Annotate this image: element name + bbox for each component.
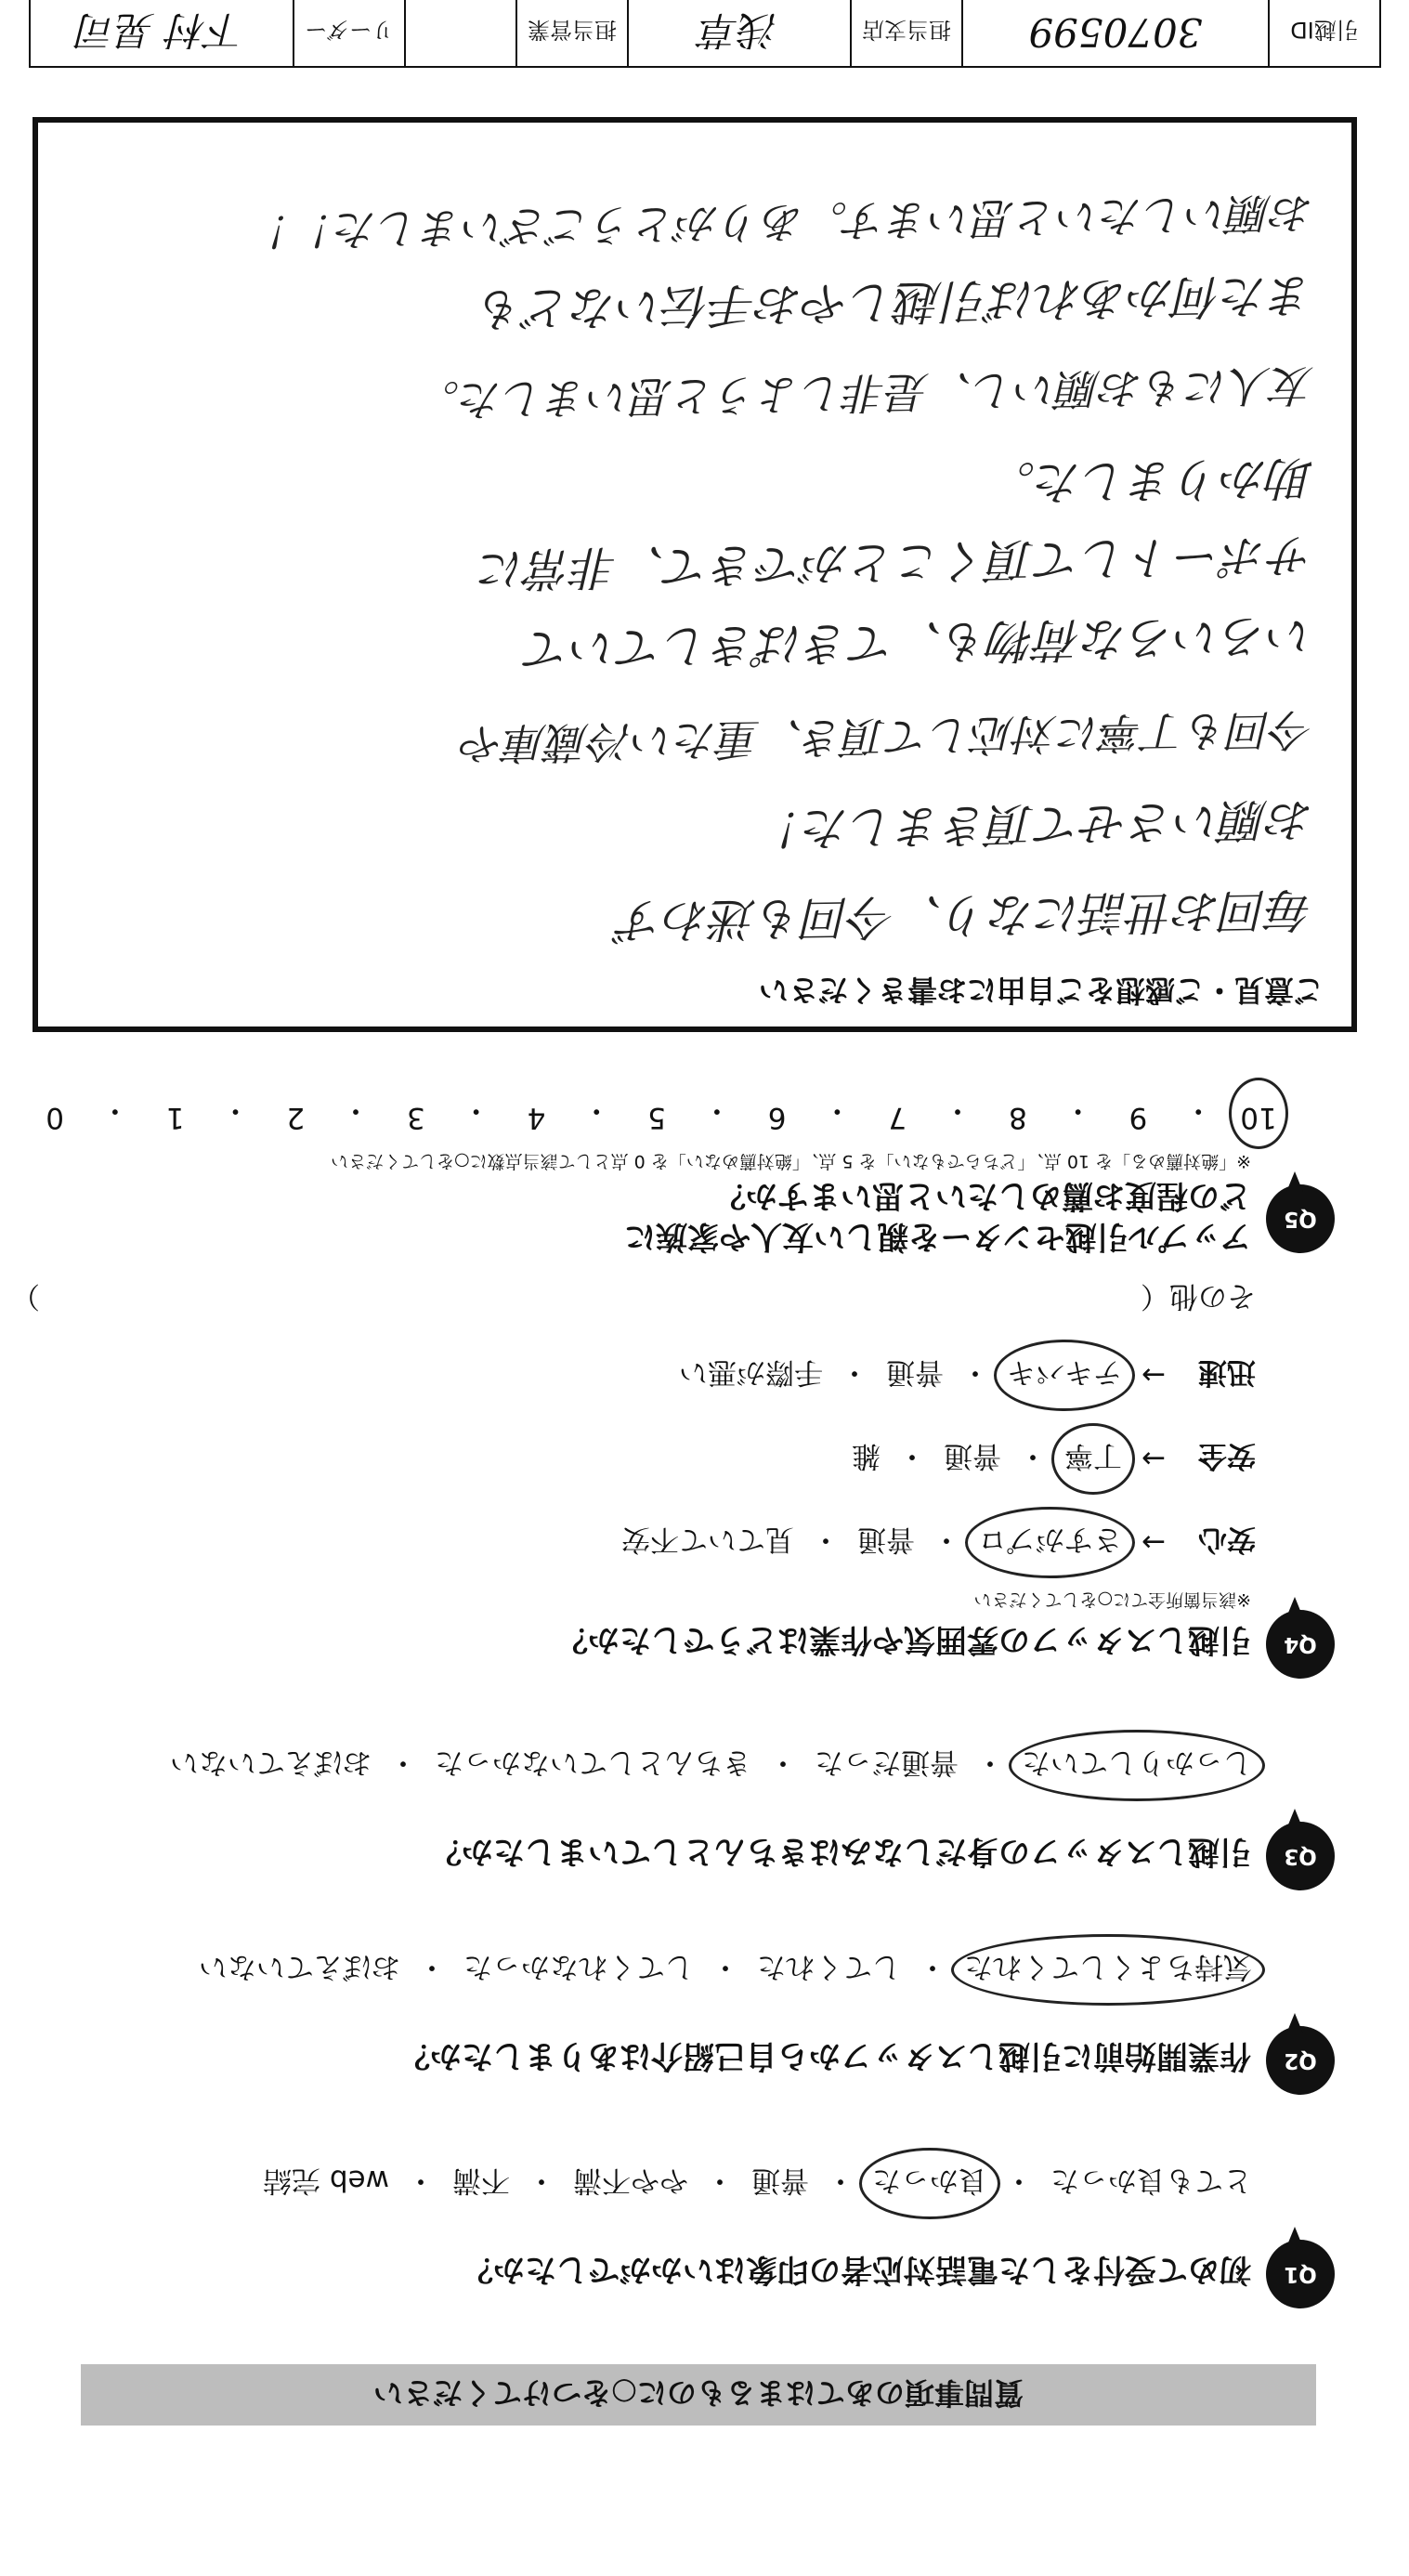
q4-row-label: 安全 xyxy=(1198,1439,1256,1472)
arrow-icon: → xyxy=(1142,1442,1166,1476)
q5-score: 8 xyxy=(1008,1101,1027,1134)
q3-option-normal: 普通だった xyxy=(815,1746,959,1779)
scale-separator: ・ xyxy=(702,1093,732,1127)
q4-row-safety: 安全 → 丁寧 ・ 普通 ・ 雑 xyxy=(848,1438,1256,1480)
q4-option-normal: 普通 xyxy=(886,1355,944,1389)
q4-option-clumsy: 手際が悪い xyxy=(679,1355,823,1389)
q5-note: ※「絶対薦める」を 10 点、「どちらでもない」を 5 点、「絶対薦めない」を 0 点として該当点数に○をしてください xyxy=(331,1151,1251,1171)
q5-score: 9 xyxy=(1129,1101,1148,1134)
q3-option-not-neat: きちんとしていなかった xyxy=(435,1746,751,1779)
q1-badge-tail xyxy=(1286,2227,1303,2247)
scale-separator: ・ xyxy=(1063,1093,1093,1127)
q2-options: 気持ちよくしてくれた ・ してくれた ・ してくれなかった ・ おぼえていない xyxy=(11,1949,1256,1991)
q4-question: 引越しスタッフの雰囲気や作業はどうでしたか？ xyxy=(556,1621,1251,1658)
comment-line: また何かあれば引越しやお手伝いなども xyxy=(477,268,1315,336)
q1-question: 初めて受付をした電話対応者の印象はいかがでしたか？ xyxy=(462,2251,1251,2288)
q3-option-neat-circled: しっかりしていた xyxy=(1018,1745,1256,1786)
q2-option-gladly-circled: 気持ちよくしてくれた xyxy=(960,1949,1256,1991)
comment-line: 助かりました。 xyxy=(988,450,1315,511)
q1-option-normal: 普通 xyxy=(751,2164,809,2197)
q4-option-rough: 雑 xyxy=(852,1439,881,1472)
q3-badge-tail xyxy=(1286,1809,1303,1829)
q3-options: しっかりしていた ・ 普通だった ・ きちんとしていなかった ・ おぼえていない xyxy=(11,1745,1256,1786)
comment-line: 今回も丁寧に対応して頂き、重たい冷蔵庫や xyxy=(461,703,1315,770)
q4-badge-tail xyxy=(1286,1597,1303,1617)
q5-question-line2: どの程度お薦めしたいと思いますか？ xyxy=(714,1177,1251,1214)
q1-badge-label: Q1 xyxy=(1266,2240,1335,2308)
q2-option-dont-remember: おぼえていない xyxy=(199,1950,400,1983)
id-value-cell: 3070599 xyxy=(961,0,1268,66)
q4-row-label: 迅速 xyxy=(1198,1355,1256,1389)
id-label-cell: 引越ID xyxy=(1268,0,1379,66)
q1-badge xyxy=(1266,2240,1335,2308)
q4-option-pro-circled: さすがプロ xyxy=(974,1522,1126,1563)
q2-badge-label: Q2 xyxy=(1266,2026,1335,2095)
q4-other-label: その他（ xyxy=(1141,1279,1256,1313)
q1-option-good-circled: 良かった xyxy=(868,2163,991,2204)
q5-score-10-circled: 10 xyxy=(1238,1092,1279,1134)
comment-line: サポートして頂くことができて、非常に xyxy=(478,528,1315,596)
q3-badge xyxy=(1266,1822,1335,1890)
q5-score: 2 xyxy=(286,1101,306,1134)
arrow-icon: → xyxy=(1142,1525,1166,1560)
q4-option-anxious: 見ていて不安 xyxy=(621,1523,794,1556)
q5-score: 0 xyxy=(46,1101,64,1134)
q5-score: 1 xyxy=(165,1101,185,1134)
q5-badge-label: Q5 xyxy=(1266,1184,1335,1253)
arrow-icon: → xyxy=(1142,1358,1166,1393)
comment-line: 友人にもお願いし、是非しようと思いました。 xyxy=(416,360,1315,426)
q1-option-slightly-dissatisfied: やや不満 xyxy=(573,2164,688,2197)
comment-line: いろいろな荷物も、てきぱきしていて xyxy=(524,608,1315,676)
q5-score-scale xyxy=(34,1092,1279,1134)
q4-row-speed: 迅速 → テキパキ ・ 普通 ・ 手際が悪い xyxy=(675,1354,1256,1396)
q1-option-dissatisfied: 不満 xyxy=(452,2164,510,2197)
q3-question: 引越しスタッフの身だしなみはきちんとしていましたか？ xyxy=(430,1833,1251,1870)
q1-option-web: web 完結 xyxy=(263,2164,389,2197)
q2-question: 作業開始前に引越しスタッフから自己紹介はありましたか？ xyxy=(398,2037,1251,2074)
q4-option-brisk-circled: テキパキ xyxy=(1003,1354,1126,1396)
q2-option-no: してくれなかった xyxy=(463,1950,694,1983)
q3-badge-label: Q3 xyxy=(1266,1822,1335,1890)
instructions-header: 質問事項のあてはまるものに○をつけてください xyxy=(81,2364,1316,2426)
leader-value-cell: 下村 晃司 xyxy=(77,7,246,53)
q5-badge xyxy=(1266,1184,1335,1253)
staff-value-cell: 浅草 xyxy=(627,0,850,66)
comment-line: お願いさせて頂きました！ xyxy=(756,791,1315,856)
staff-label-cell: 担当支店 xyxy=(850,0,961,66)
q5-badge-tail xyxy=(1286,1171,1303,1192)
q4-other-close: ） xyxy=(11,1279,40,1313)
q4-row-reassurance: 安心 → さすがプロ ・ 普通 ・ 見ていて不安 xyxy=(618,1522,1256,1563)
sales-value-cell xyxy=(404,0,515,66)
q5-score: 4 xyxy=(527,1101,546,1134)
staff-info-table xyxy=(29,0,1381,68)
comment-line: お願いしたいと思います。ありがとうございました！！ xyxy=(249,188,1315,256)
q4-note: ※該当箇所全てに○をしてください xyxy=(973,1589,1251,1610)
q2-option-yes: してくれた xyxy=(757,1950,901,1983)
q5-score: 3 xyxy=(406,1101,425,1134)
q4-option-careful-circled: 丁寧 xyxy=(1061,1438,1126,1480)
comment-line: 毎回お世話になり、今回も迷わず xyxy=(617,882,1315,948)
q2-badge-tail xyxy=(1286,2013,1303,2033)
q4-badge-label: Q4 xyxy=(1266,1610,1335,1679)
q4-row-label: 安心 xyxy=(1198,1523,1256,1556)
scale-separator: ・ xyxy=(943,1093,972,1127)
q5-question xyxy=(624,1175,1251,1257)
q5-question-line1: アップル引越センターを親しい友人や家族に xyxy=(624,1218,1251,1255)
sales-label-cell: 担当営業 xyxy=(515,0,627,66)
comment-box xyxy=(33,117,1357,1032)
scale-separator: ・ xyxy=(1183,1093,1213,1127)
leader-label-cell: リーダー xyxy=(293,0,404,66)
q1-options: とても良かった ・ 良かった ・ 普通 ・ やや不満 ・ 不満 ・ web 完結 xyxy=(11,2163,1256,2204)
q4-badge xyxy=(1266,1610,1335,1679)
scale-separator: ・ xyxy=(581,1093,611,1127)
q4-option-normal: 普通 xyxy=(857,1523,915,1556)
scale-separator: ・ xyxy=(220,1093,250,1127)
scale-separator: ・ xyxy=(462,1093,491,1127)
q2-badge xyxy=(1266,2026,1335,2095)
q1-option-very-good: とても良かった xyxy=(1050,2164,1252,2197)
q5-score: 5 xyxy=(647,1101,666,1134)
comment-title: ご意見・ご感想をご自由にお書きください xyxy=(758,973,1324,1008)
q4-option-normal: 普通 xyxy=(944,1439,1001,1472)
scale-separator: ・ xyxy=(822,1093,852,1127)
q4-other-row xyxy=(11,1278,1256,1320)
scale-separator: ・ xyxy=(341,1093,371,1127)
q5-score: 7 xyxy=(888,1101,907,1134)
scale-separator: ・ xyxy=(100,1093,130,1127)
q5-score: 6 xyxy=(767,1101,787,1134)
q3-option-dont-remember: おぼえていない xyxy=(170,1746,372,1779)
